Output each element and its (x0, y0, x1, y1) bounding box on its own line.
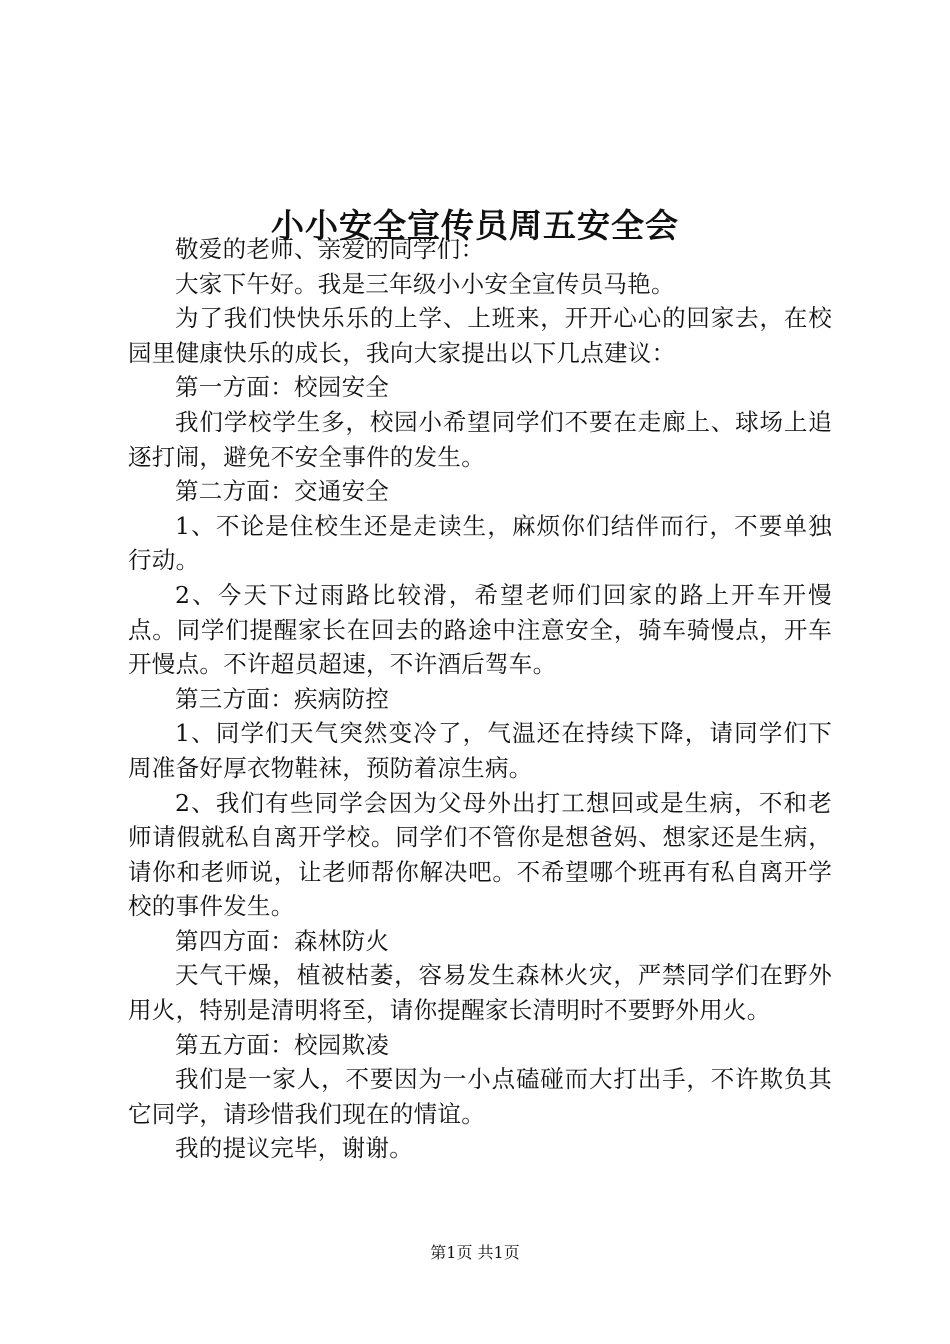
paragraph-traffic-2: 2、今天下过雨路比较滑，希望老师们回家的路上开车开慢点。同学们提醒家长在回去的路途中注意安全，骑车骑慢点，开车开慢点。不许超员超速，不许酒后驾车。 (128, 580, 832, 679)
paragraph-intro: 大家下午好。我是三年级小小安全宣传员马艳。 (175, 269, 675, 298)
paragraph-disease-1: 1、同学们天气突然变冷了，气温还在持续下降，请同学们下周准备好厚衣物鞋袜，预防着凉生病。 (128, 719, 832, 782)
paragraph-closing: 我的提议完毕，谢谢。 (175, 1134, 413, 1163)
section-heading-fire-prevention: 第四方面：森林防火 (175, 926, 390, 955)
paragraph-bullying: 我们是一家人，不要因为一小点磕碰而大打出手，不许欺负其它同学，请珍惜我们现在的情谊。 (128, 1065, 832, 1128)
paragraph-greeting: 敬爱的老师、亲爱的同学们： (175, 235, 485, 263)
section-heading-traffic-safety: 第二方面：交通安全 (175, 477, 390, 506)
section-heading-bullying: 第五方面：校园欺凌 (175, 1030, 390, 1059)
paragraph-fire-prevention: 天气干燥，植被枯萎，容易发生森林火灾，严禁同学们在野外用火，特别是清明将至，请你提醒家长清明时不要野外用火。 (128, 961, 832, 1025)
page-footer: 第1页 共1页 (430, 1243, 520, 1262)
document-body (128, 232, 832, 1166)
paragraph-traffic-1: 1、不论是住校生还是走读生，麻烦你们结伴而行，不要单独行动。 (128, 511, 832, 575)
paragraph-disease-2: 2、我们有些同学会因为父母外出打工想回或是生病，不和老师请假就私自离开学校。同学们不管你是想爸妈、想家还是生病，请你和老师说，让老师帮你解决吧。不希望哪个班再有私自离开学校的事件发生。 (128, 788, 832, 921)
paragraph-purpose: 为了我们快快乐乐的上学、上班来，开开心心的回家去，在校园里健康快乐的成长，我向大家提出以下几点建议： (128, 304, 832, 367)
page-title: 小小安全宣传员周五安全会 (271, 206, 679, 246)
paragraph-campus-safety: 我们学校学生多，校园小希望同学们不要在走廊上、球场上追逐打闹，避免不安全事件的发生。 (128, 407, 832, 471)
section-heading-disease-control: 第三方面：疾病防控 (175, 684, 390, 713)
section-heading-campus-safety: 第一方面：校园安全 (175, 373, 390, 402)
